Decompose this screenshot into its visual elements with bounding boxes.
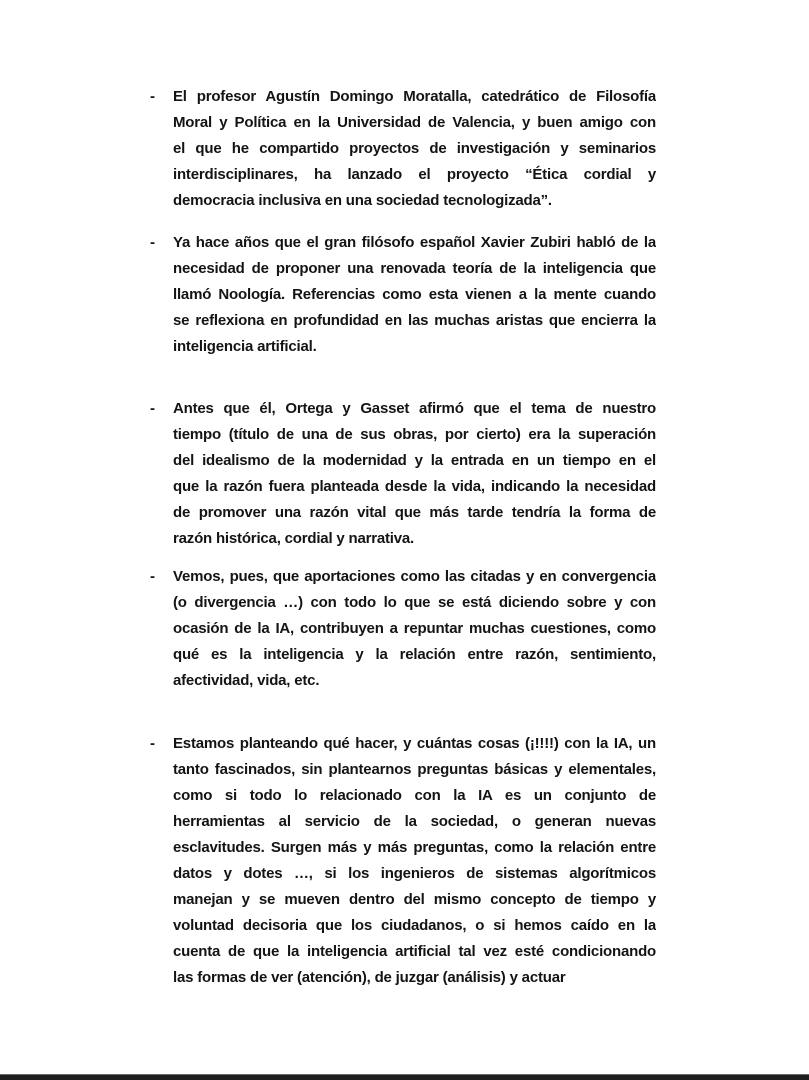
bullet-dash: -	[150, 234, 155, 251]
paragraph-line: cuenta de que la inteligencia artificial tal vez esté condicionando	[173, 943, 656, 960]
bullet-paragraph	[150, 564, 656, 694]
paragraph-line: voluntad decisoria que los ciudadanos, o si hemos caído en la	[173, 917, 656, 934]
paragraph-line: El profesor Agustín Domingo Moratalla, catedrático de Filosofía	[173, 88, 656, 105]
paragraph-line: herramientas al servicio de la sociedad, o generan nuevas	[173, 813, 656, 830]
paragraph-line: el que he compartido proyectos de investigación y seminarios	[173, 140, 656, 157]
window-edge-bar	[0, 1074, 809, 1080]
paragraph-line: democracia inclusiva en una sociedad tecnologizada”.	[173, 192, 552, 209]
paragraph-line: como si todo lo relacionado con la IA es un conjunto de	[173, 787, 656, 804]
paragraph-lines	[173, 84, 656, 214]
paragraph-line: interdisciplinares, ha lanzado el proyecto “Ética cordial y	[173, 166, 656, 183]
paragraph-lines	[173, 396, 656, 552]
bullet-dash: -	[150, 735, 155, 752]
paragraph-line: que la razón fuera planteada desde la vida, indicando la necesidad	[173, 478, 656, 495]
paragraph-line: Moral y Política en la Universidad de Valencia, y buen amigo con	[173, 114, 656, 131]
paragraph-lines	[173, 230, 656, 360]
paragraph-line: del idealismo de la modernidad y la entrada en un tiempo en el	[173, 452, 656, 469]
paragraph-line: qué es la inteligencia y la relación entre razón, sentimiento,	[173, 646, 656, 663]
paragraph-line: necesidad de proponer una renovada teoría de la inteligencia que	[173, 260, 656, 277]
bullet-paragraph	[150, 84, 656, 214]
paragraph-line: tanto fascinados, sin plantearnos preguntas básicas y elementales,	[173, 761, 656, 778]
bullet-paragraph	[150, 731, 656, 991]
bullet-dash: -	[150, 400, 155, 417]
paragraph-line: Vemos, pues, que aportaciones como las citadas y en convergencia	[173, 568, 656, 585]
bullet-list	[150, 84, 656, 991]
paragraph-line: Ya hace años que el gran filósofo español Xavier Zubiri habló de la	[173, 234, 656, 251]
bullet-dash: -	[150, 568, 155, 585]
paragraph-lines	[173, 564, 656, 694]
paragraph-line: se reflexiona en profundidad en las muchas aristas que encierra la	[173, 312, 656, 329]
paragraph-line: Estamos planteando qué hacer, y cuántas cosas (¡!!!!) con la IA, un	[173, 735, 656, 752]
paragraph-line: Antes que él, Ortega y Gasset afirmó que el tema de nuestro	[173, 400, 656, 417]
paragraph-line: manejan y se mueven dentro del mismo concepto de tiempo y	[173, 891, 656, 908]
paragraph-line: razón histórica, cordial y narrativa.	[173, 530, 415, 547]
paragraph-line: tiempo (título de una de sus obras, por cierto) era la superación	[173, 426, 656, 443]
bullet-paragraph	[150, 230, 656, 360]
paragraph-line: inteligencia artificial.	[173, 338, 317, 355]
paragraph-line: ocasión de la IA, contribuyen a repuntar muchas cuestiones, como	[173, 620, 656, 637]
paragraph-line: las formas de ver (atención), de juzgar (análisis) y actuar	[173, 969, 566, 986]
paragraph-line: datos y dotes …, si los ingenieros de sistemas algorítmicos	[173, 865, 656, 882]
paragraph-line: llamó Noología. Referencias como esta vienen a la mente cuando	[173, 286, 656, 303]
bullet-dash: -	[150, 88, 155, 105]
paragraph-lines	[173, 731, 656, 991]
paragraph-line: esclavitudes. Surgen más y más preguntas, como la relación entre	[173, 839, 656, 856]
paragraph-line: (o divergencia …) con todo lo que se está diciendo sobre y con	[173, 594, 656, 611]
bullet-paragraph	[150, 396, 656, 552]
paragraph-line: afectividad, vida, etc.	[173, 672, 320, 689]
paragraph-line: de promover una razón vital que más tarde tendría la forma de	[173, 504, 656, 521]
